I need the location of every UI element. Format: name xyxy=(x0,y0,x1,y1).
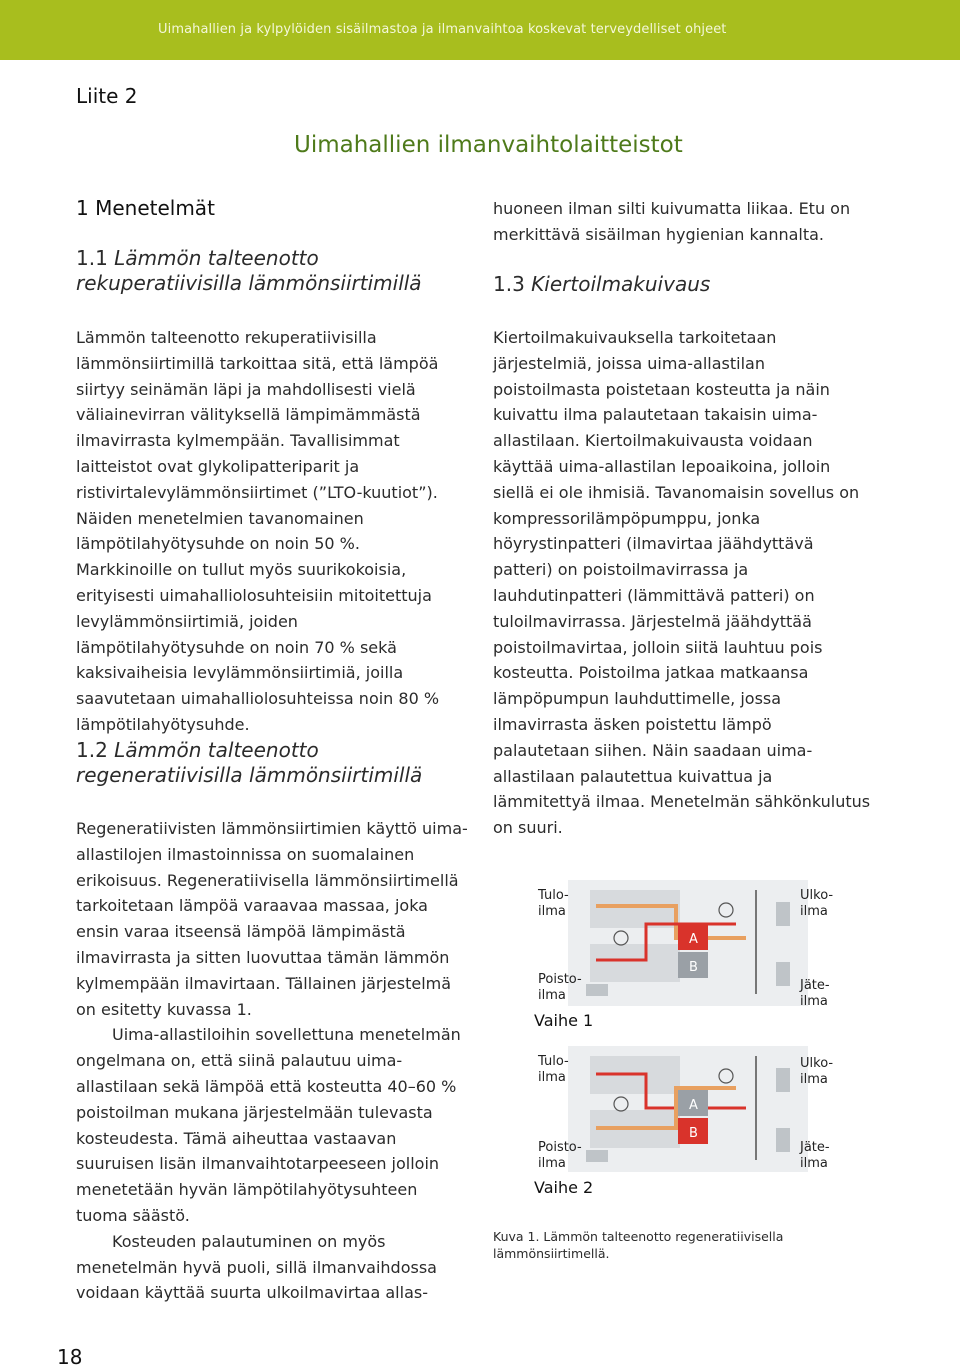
subsection-heading-1-1 xyxy=(76,246,476,296)
section-heading: 1 Menetelmät xyxy=(76,196,215,220)
paragraph: huoneen ilman silti kuivumatta liikaa. Etu on merkittävä sisäilman hygienian kannalta. xyxy=(493,199,851,244)
subsection-number: 1.1 xyxy=(76,246,115,270)
damper-icon xyxy=(776,1068,790,1092)
right-column-text-2 xyxy=(493,325,871,841)
paragraph: Lämmön talteenotto rekuperatiivisilla lämmönsiirtimillä tarkoittaa sitä, että lämpöä siirtyy seinämän läpi ja mahdollisesti vielä väliainevirran välityksellä lämpimämmästä ilmavirrasta kylmempään. Tavallisimmat laitteistot ovat glykolipatteriparit ja ristivirtalevylämmönsiirtimet (”LTO-kuutiot”). Näiden menetelmien tavanomainen lämpötilahyötysuhde on noin 50 %. Markkinoille on tullut myös suurikokoisia, erityisesti uimahalliolosuhteisiin mitoitettuja levylämmönsiirtimiä, joiden lämpötilahyötysuhde on noin 70 % sekä kaksivaiheisia levylämmönsiirtimiä, joilla saavutetaan uimahalliolosuhteissa noin 80 % lämpötilahyötysuhde. xyxy=(76,328,440,734)
subsection-title: Kiertoilmakuivaus xyxy=(531,272,711,296)
paragraph: Kosteuden palautuminen on myös menetelmän hyvä puoli, sillä ilmanvaihdossa voidaan käyttää suurta ulkoilmavirtaa allas- xyxy=(76,1231,437,1303)
page-title: Uimahallien ilmanvaihtolaitteistot xyxy=(294,132,683,158)
paragraph: Uima-allastiloihin sovellettuna menetelmän ongelmana on, että siinä palautuu uima-allastilaan sekä lämpöä että kosteutta 40–60 % poistoilman mukana järjestelmään tulevasta kosteudesta. Tämä aiheuttaa vastaavan suuruisen lisän ilmanvaihtotarpeeseen jolloin menetetään hyvän lämpötilahyötysuhteen tuoma säästö. xyxy=(76,1025,461,1225)
figure-caption: Kuva 1. Lämmön talteenotto regeneratiivisella lämmönsiirtimellä. xyxy=(493,1229,784,1261)
left-column-text-2 xyxy=(76,816,468,1306)
outdoor-air-label: Ulko- ilma xyxy=(800,1056,834,1087)
filter-icon xyxy=(586,984,608,996)
paragraph: Kiertoilmakuivauksella tarkoitetaan järjestelmiä, joissa uima-allastilan poistoilmasta poistetaan kosteutta ja näin kuivattu ilma palautetaan takaisin uima-allastilaan. Kiertoilmakuivausta voidaan käyttää uima-allastilan lepoaikoina, jolloin siellä ei ole ihmisiä. Tavanomaisin sovellus on kompressorilämpöpumppu, jonka höyrystinpatteri (ilmavirtaa jäähdyttävä patteri) on poistoilmavirrassa ja lauhdutinpatteri (lämmittävä patteri) on tuloilmavirrassa. Järjestelmä jäähdyttää poistoilmavirtaa, jolloin siitä lauhtuu pois kosteutta. Poistoilma jatkaa matkaansa lämpöpumpun lauhduttimelle, jossa ilmavirrasta äsken poistettu lämpö palautetaan siihen. Näin saadaan uima-allastilaan palautettua kuivattua ja lämmitettyä ilmaa. Menetelmän sähkönkulutus on suuri. xyxy=(493,328,871,838)
outdoor-air-label: Ulko- ilma xyxy=(800,888,834,919)
subsection-title-line2: rekuperatiivisilla lämmönsiirtimillä xyxy=(76,271,422,295)
exhaust-air-label: Poisto- ilma xyxy=(538,972,582,1003)
filter-icon xyxy=(586,1150,608,1162)
subsection-title-line1: Lämmön talteenotto xyxy=(114,738,319,762)
subsection-title-line1: Lämmön talteenotto xyxy=(114,246,319,270)
supply-air-label: Tulo- ilma xyxy=(538,1054,569,1085)
subsection-heading-1-2 xyxy=(76,738,476,788)
subsection-title-line2: regeneratiivisilla lämmönsiirtimillä xyxy=(76,763,423,787)
appendix-label: Liite 2 xyxy=(76,84,138,108)
supply-air-label: Tulo- ilma xyxy=(538,888,569,919)
left-column-text-1 xyxy=(76,325,456,738)
damper-icon xyxy=(776,902,790,926)
mass-b-label: B xyxy=(689,960,698,975)
mass-a-label: A xyxy=(689,932,698,947)
exhaust-air-label: Poisto- ilma xyxy=(538,1140,582,1171)
exhaust-duct xyxy=(590,944,680,982)
page-number: 18 xyxy=(57,1345,83,1369)
waste-air-label: Jäte- ilma xyxy=(800,978,830,1009)
running-title: Uimahallien ja kylpylöiden sisäilmastoa ja ilmanvaihtoa koskevat terveydelliset ohjeet xyxy=(158,22,727,37)
damper-icon xyxy=(776,1128,790,1152)
waste-air-label: Jäte- ilma xyxy=(800,1140,830,1171)
right-column-text-1 xyxy=(493,196,873,248)
stage1-label: Vaihe 1 xyxy=(534,1011,594,1030)
paragraph: Regeneratiivisten lämmönsiirtimien käyttö uima-allastilojen ilmastoinnissa on suomalainen erikoisuus. Regeneratiivisella lämmönsiirtimellä tarkoitetaan lämpöä varaavaa massaa, joka ensin varaa itseensä lämpöä lämpimästä ilmavirrasta ja sitten luovuttaa tämän lämmön kylmempään ilmavirtaan. Tällainen järjestelmä on esitetty kuvassa 1. xyxy=(76,819,468,1019)
supply-duct xyxy=(590,890,680,928)
subsection-number: 1.2 xyxy=(76,738,115,762)
subsection-number: 1.3 xyxy=(493,272,532,296)
stage2-label: Vaihe 2 xyxy=(534,1178,594,1197)
mass-b-label: B xyxy=(689,1126,698,1141)
running-header xyxy=(0,0,960,60)
mass-a-label: A xyxy=(689,1098,698,1113)
subsection-heading-1-3 xyxy=(493,272,873,297)
damper-icon xyxy=(776,962,790,986)
regenerative-heat-recovery-diagram xyxy=(526,866,856,1216)
